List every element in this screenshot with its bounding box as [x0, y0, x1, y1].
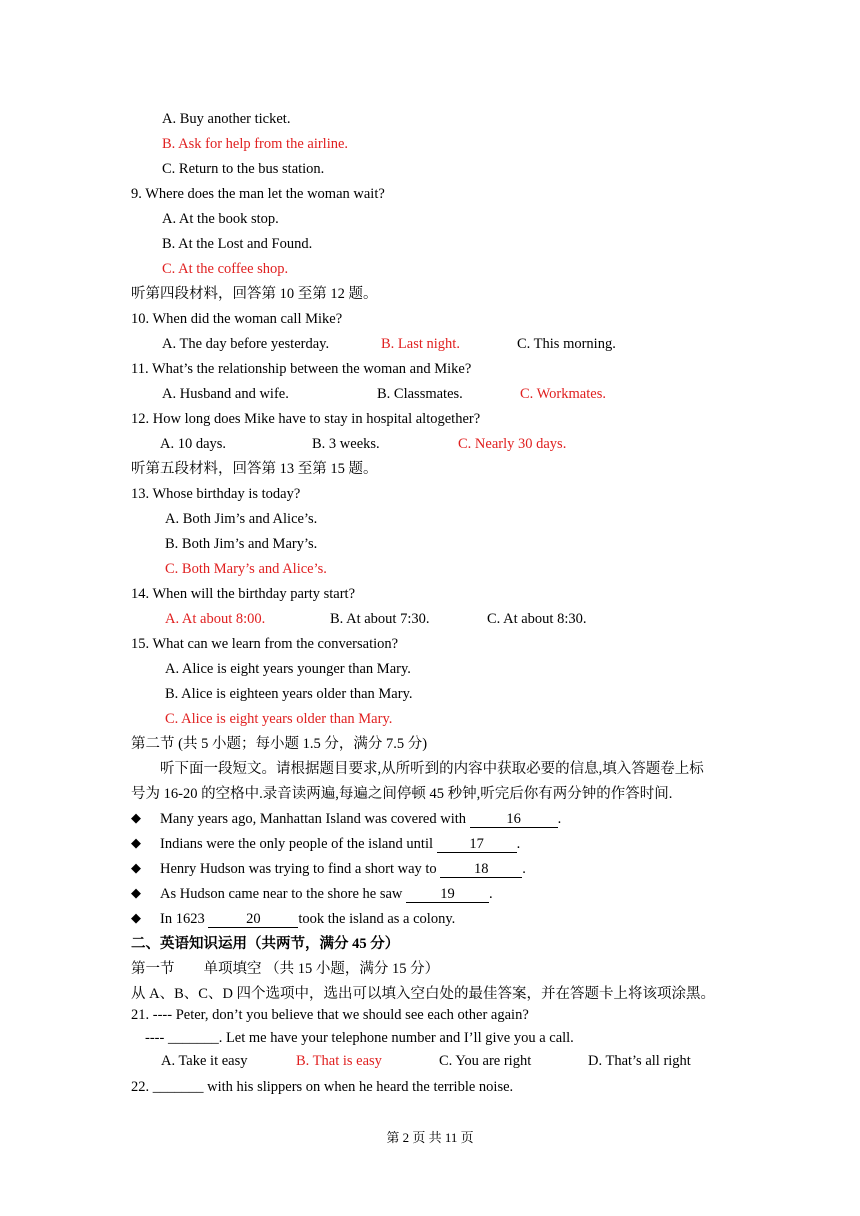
question-14: 14. When will the birthday party start? [131, 586, 356, 602]
option-11c-answer: C. Workmates. [520, 386, 606, 402]
fill-item-text: In 1623 [160, 911, 209, 927]
option-13b: B. Both Jim’s and Mary’s. [165, 536, 318, 552]
diamond-bullet-icon: ◆ [131, 886, 141, 901]
option-10b-answer: B. Last night. [381, 336, 460, 352]
fill-item-text: Henry Hudson was trying to find a short way to [160, 861, 441, 877]
blank-18[interactable]: 18 [440, 861, 522, 878]
option-12b: B. 3 weeks. [312, 436, 380, 452]
option-21b-answer: B. That is easy [296, 1053, 382, 1069]
part-2-heading: 第二节 (共 5 小题；每小题 1.5 分，满分 7.5 分) [131, 736, 428, 752]
option-9c-answer: C. At the coffee shop. [162, 261, 289, 277]
fill-item-19 [160, 885, 493, 903]
fill-item-18 [160, 860, 526, 878]
option-21c: C. You are right [439, 1053, 532, 1069]
fill-item-text: Indians were the only people of the island until [160, 836, 437, 852]
option-11b: B. Classmates. [377, 386, 463, 402]
question-13: 13. Whose birthday is today? [131, 486, 301, 502]
fill-item-end: took the island as a colony. [298, 911, 456, 927]
fill-item-16 [160, 810, 561, 828]
fill-item-end: . [489, 886, 493, 902]
question-21-reply: ---- _______. Let me have your telephone number and I’ll give you a call. [145, 1030, 574, 1046]
fill-item-text: Many years ago, Manhattan Island was covered with [160, 811, 470, 827]
blank-20[interactable]: 20 [208, 911, 298, 928]
section-2-part-1-heading: 第一节 单项填空 （共 15 小题，满分 15 分） [131, 961, 440, 977]
blank-19[interactable]: 19 [406, 886, 489, 903]
diamond-bullet-icon: ◆ [131, 911, 141, 926]
question-10: 10. When did the woman call Mike? [131, 311, 343, 327]
diamond-bullet-icon: ◆ [131, 836, 141, 851]
question-22: 22. _______ with his slippers on when he heard the terrible noise. [131, 1079, 514, 1095]
fill-item-end: . [522, 861, 526, 877]
option-12a: A. 10 days. [160, 436, 227, 452]
option-8c: C. Return to the bus station. [162, 161, 325, 177]
option-10c: C. This morning. [517, 336, 616, 352]
option-8a: A. Buy another ticket. [162, 111, 291, 127]
option-8b-answer: B. Ask for help from the airline. [162, 136, 349, 152]
fill-item-end: . [557, 811, 562, 827]
section-4-heading: 听第四段材料，回答第 10 至第 12 题。 [131, 286, 378, 302]
question-9: 9. Where does the man let the woman wait? [131, 186, 385, 202]
blank-16[interactable]: 16 [470, 811, 558, 828]
part-2-instruction-line-1: 听下面一段短文。请根据题目要求,从所听到的内容中获取必要的信息,填入答题卷上标 [160, 761, 704, 777]
option-13a: A. Both Jim’s and Alice’s. [165, 511, 318, 527]
fill-item-end: . [516, 836, 521, 852]
option-10a: A. The day before yesterday. [162, 336, 330, 352]
option-15a: A. Alice is eight years younger than Mary. [165, 661, 411, 677]
diamond-bullet-icon: ◆ [131, 861, 141, 876]
diamond-bullet-icon: ◆ [131, 811, 141, 826]
question-12: 12. How long does Mike have to stay in hospital altogether? [131, 411, 481, 427]
section-2-heading: 二、英语知识运用（共两节，满分 45 分） [131, 936, 400, 952]
option-13c-answer: C. Both Mary’s and Alice’s. [165, 561, 327, 577]
option-11a: A. Husband and wife. [162, 386, 289, 402]
option-12c-answer: C. Nearly 30 days. [458, 436, 567, 452]
blank-17[interactable]: 17 [437, 836, 517, 853]
option-14c: C. At about 8:30. [487, 611, 587, 627]
fill-item-text: As Hudson came near to the shore he saw [160, 886, 407, 902]
section-2-instruction: 从 A、B、C、D 四个选项中，选出可以填入空白处的最佳答案，并在答题卡上将该项涂黑。 [131, 986, 716, 1002]
option-15c-answer: C. Alice is eight years older than Mary. [165, 711, 393, 727]
section-5-heading: 听第五段材料，回答第 13 至第 15 题。 [131, 461, 378, 477]
question-15: 15. What can we learn from the conversation? [131, 636, 399, 652]
option-14a-answer: A. At about 8:00. [165, 611, 266, 627]
option-9b: B. At the Lost and Found. [162, 236, 313, 252]
option-21a: A. Take it easy [161, 1053, 248, 1069]
option-9a: A. At the book stop. [162, 211, 279, 227]
part-2-instruction-line-2: 号为 16-20 的空格中.录音读两遍,每遍之间停顿 45 秒钟,听完后你有两分钟的作答时间. [131, 786, 673, 802]
option-14b: B. At about 7:30. [330, 611, 430, 627]
question-11: 11. What’s the relationship between the woman and Mike? [131, 361, 472, 377]
fill-item-20 [160, 910, 455, 928]
fill-item-17 [160, 835, 520, 853]
page-footer: 第 2 页 共 11 页 [386, 1130, 474, 1145]
option-15b: B. Alice is eighteen years older than Mary. [165, 686, 413, 702]
question-21: 21. ---- Peter, don’t you believe that we should see each other again? [131, 1007, 529, 1023]
option-21d: D. That’s all right [588, 1053, 691, 1069]
